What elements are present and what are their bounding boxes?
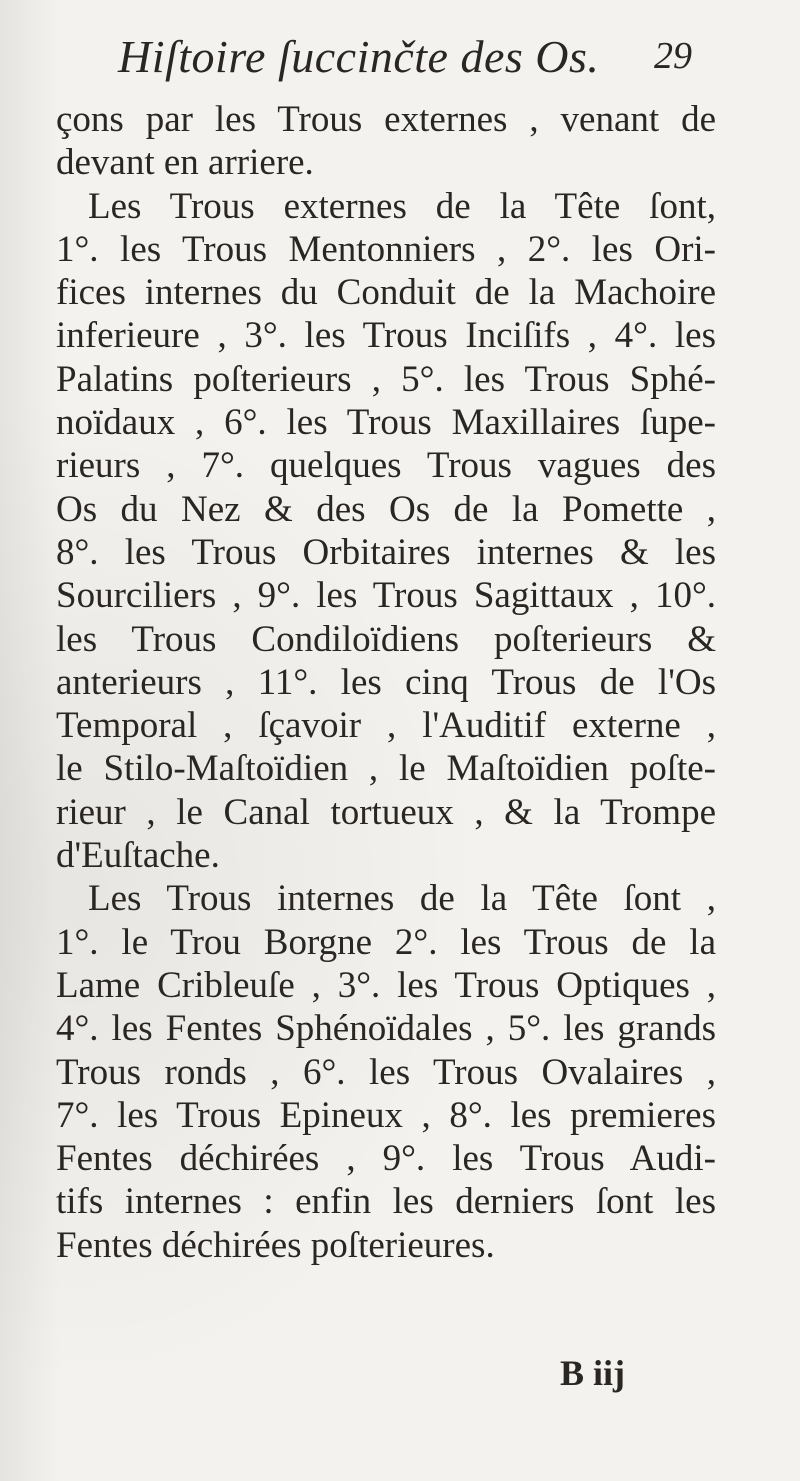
text-line: 1°. les Trous Mentonniers , 2°. les Ori- [56, 228, 716, 270]
text-line: rieurs , 7°. quelques Trous vagues des [56, 445, 716, 487]
text-line: anterieurs , 11°. les cinq Trous de l'Os [56, 661, 716, 703]
text-line: Trous ronds , 6°. les Trous Ovalaires , [56, 1051, 716, 1093]
text-line: 8°. les Trous Orbitaires internes & les [56, 531, 716, 573]
text-line: noïdaux , 6°. les Trous Maxillaires ſupe- [56, 402, 716, 444]
signature-mark: B iij [560, 1353, 626, 1393]
text-line: devant en arriere. [56, 142, 314, 184]
text-line: Lame Cribleuſe , 3°. les Trous Optiques , [56, 964, 716, 1006]
page-number: 29 [654, 35, 692, 77]
text-line: Les Trous internes de la Tête ſont , [88, 878, 716, 920]
text-line: Sourciliers , 9°. les Trous Sagittaux , 10°. [56, 575, 716, 617]
text-line: fices internes du Conduit de la Machoire [56, 272, 716, 314]
text-line: çons par les Trous externes , venant de [56, 99, 716, 140]
text-line: Fentes déchirées poſterieures. [56, 1224, 495, 1266]
text-line: 1°. le Trou Borgne 2°. les Trous de la [56, 921, 716, 963]
text-line: 7°. les Trous Epineux , 8°. les premieres [56, 1094, 716, 1136]
text-line: 4°. les Fentes Sphénoïdales , 5°. les grands [56, 1008, 716, 1050]
text-line: les Trous Condiloïdiens poſterieurs & [56, 618, 716, 660]
text-line: Les Trous externes de la Tête ſont, [88, 185, 716, 227]
text-line: le Stilo-Maſtoïdien , le Maſtoïdien poſte- [56, 748, 716, 790]
text-line: Palatins poſterieurs , 5°. les Trous Sphé- [56, 358, 716, 400]
text-line: Os du Nez & des Os de la Pomette , [56, 488, 716, 530]
text-line: Temporal , ſçavoir , l'Auditif externe , [56, 705, 716, 747]
running-title: Hiſtoire ſuccinčte des Os. [118, 31, 600, 82]
text-line: Fentes déchirées , 9°. les Trous Audi- [56, 1138, 716, 1180]
text-line: tifs internes : enfin les derniers ſont les [56, 1181, 716, 1223]
page-header [118, 30, 692, 90]
text-line: rieur , le Canal tortueux , & la Trompe [56, 791, 716, 833]
body-text [56, 98, 716, 1267]
text-line: d'Euſtache. [56, 835, 220, 877]
text-line: inferieure , 3°. les Trous Inciſifs , 4°. les [56, 315, 716, 357]
